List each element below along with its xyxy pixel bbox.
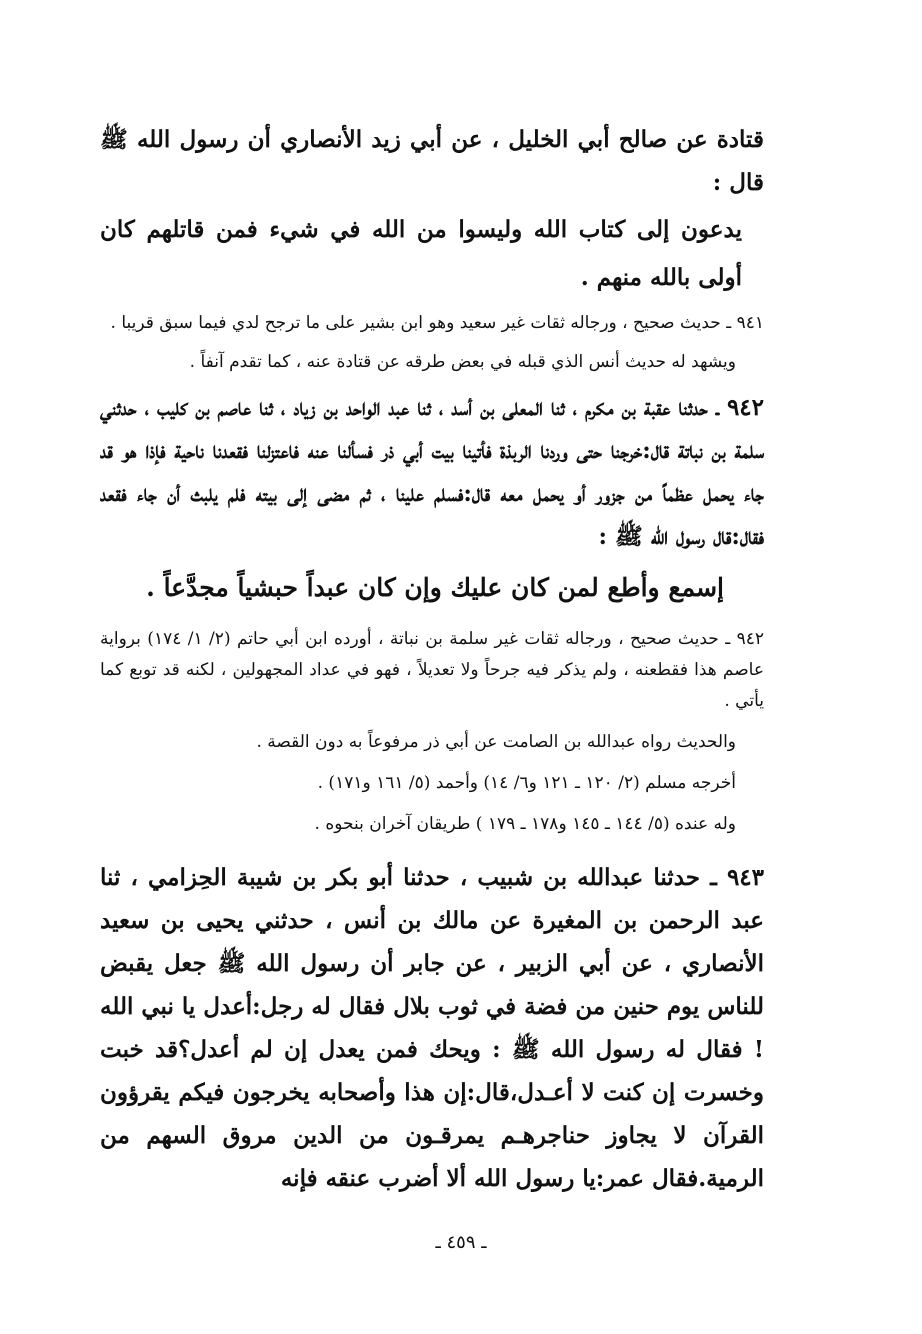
hadith-quote: يدعون إلى كتاب الله وليسوا من الله في شيء فمن قاتلهم كان أولى بالله منهم . <box>100 216 742 291</box>
footnote-941: ٩٤١ ـ حديث صحيح ، ورجاله ثقات غير سعيد وهو ابن بشير على ما ترجح لدي فيما سبق قريبا . <box>110 313 764 333</box>
footnote-942-sources: أخرجه مسلم (٢/ ١٢٠ ـ ١٢١ و٦/ ١٤) وأحمد (٥/ ١٦١ و١٧١) . <box>317 773 736 793</box>
hadith-text-continuation: قتادة عن صالح أبي الخليل ، عن أبي زيد الأنصاري أن رسول الله ﷺ قال : <box>100 126 764 196</box>
hadith-942: ٩٤٢ ـ حدثنا عقبة بن مكرم ، ثنا المعلى بن أسد ، ثنا عبد الواحد بن زياد ، ثنا عاصم بن كليب ، حدثني سلمة بن نباتة قال:خرجنا حتى وردنا الربذة فأتينا بيت أبي ذر فسألنا عنه فاعتزلنا فقعدنا ناحية فإذا هو قد جاء يحمل عظماً من جزور أو يحمل معه قال:فسلم علينا ، ثم مضى إلى بيته فلم يلبث أن جاء فقعد فقال:قال رسول الله ﷺ : <box>100 394 764 550</box>
footnote-942: ٩٤٢ ـ حديث صحيح ، ورجاله ثقات غير سلمة بن نباتة ، أورده ابن أبي حاتم (٢/ ١/ ١٧٤) برواية عاصم هذا فقطعنه ، ولم يذكر فيه جرحاً ولا تعديلاً ، فهو في عداد المجهولين ، لكنه قد توبع كما يأتي . <box>100 629 764 711</box>
footnote-942-narration: والحديث رواه عبدالله بن الصامت عن أبي ذر مرفوعاً به دون القصة . <box>256 732 736 752</box>
footnote-941-witness: ويشهد له حديث أنس الذي قبله في بعض طرقه عن قتادة عنه ، كما تقدم آنفاً . <box>189 352 736 372</box>
hadith-943: ٩٤٣ ـ حدثنا عبدالله بن شبيب ، حدثنا أبو بكر بن شيبة الحِزامي ، ثنا عبد الرحمن بن المغيرة عن مالك بن أنس ، حدثني يحيى بن سعيد الأنصاري ، عن أبي الزبير ، عن جابر أن رسول الله ﷺ جعل يقبض للناس يوم حنين من فضة في ثوب بلال فقال له رجل:أعدل يا نبي الله ! فقال له رسول الله ﷺ : ويحك فمن يعدل إن لم أعدل؟قد خبت وخسرت إن كنت لا أعـدل،قال:إن هذا وأصحابه يخرجون فيكم يقرؤون القرآن لا يجاوز حناجرهـم يمرقـون من الدين مروق السهم من الرمية.فقال عمر:يا رسول الله ألا أضرب عنقه فإنه <box>100 864 764 1192</box>
page-number: ـ ٤٥٩ ـ <box>435 1232 487 1253</box>
footnote-942-other-routes: وله عنده (٥/ ١٤٤ ـ ١٤٥ و١٧٨ ـ ١٧٩ ) طريقان آخران بنحوه . <box>314 814 736 834</box>
hadith-942-quote: إسمع وأطع لمن كان عليك وإن كان عبداً حبشياً مجدَّعاً . <box>146 573 724 602</box>
